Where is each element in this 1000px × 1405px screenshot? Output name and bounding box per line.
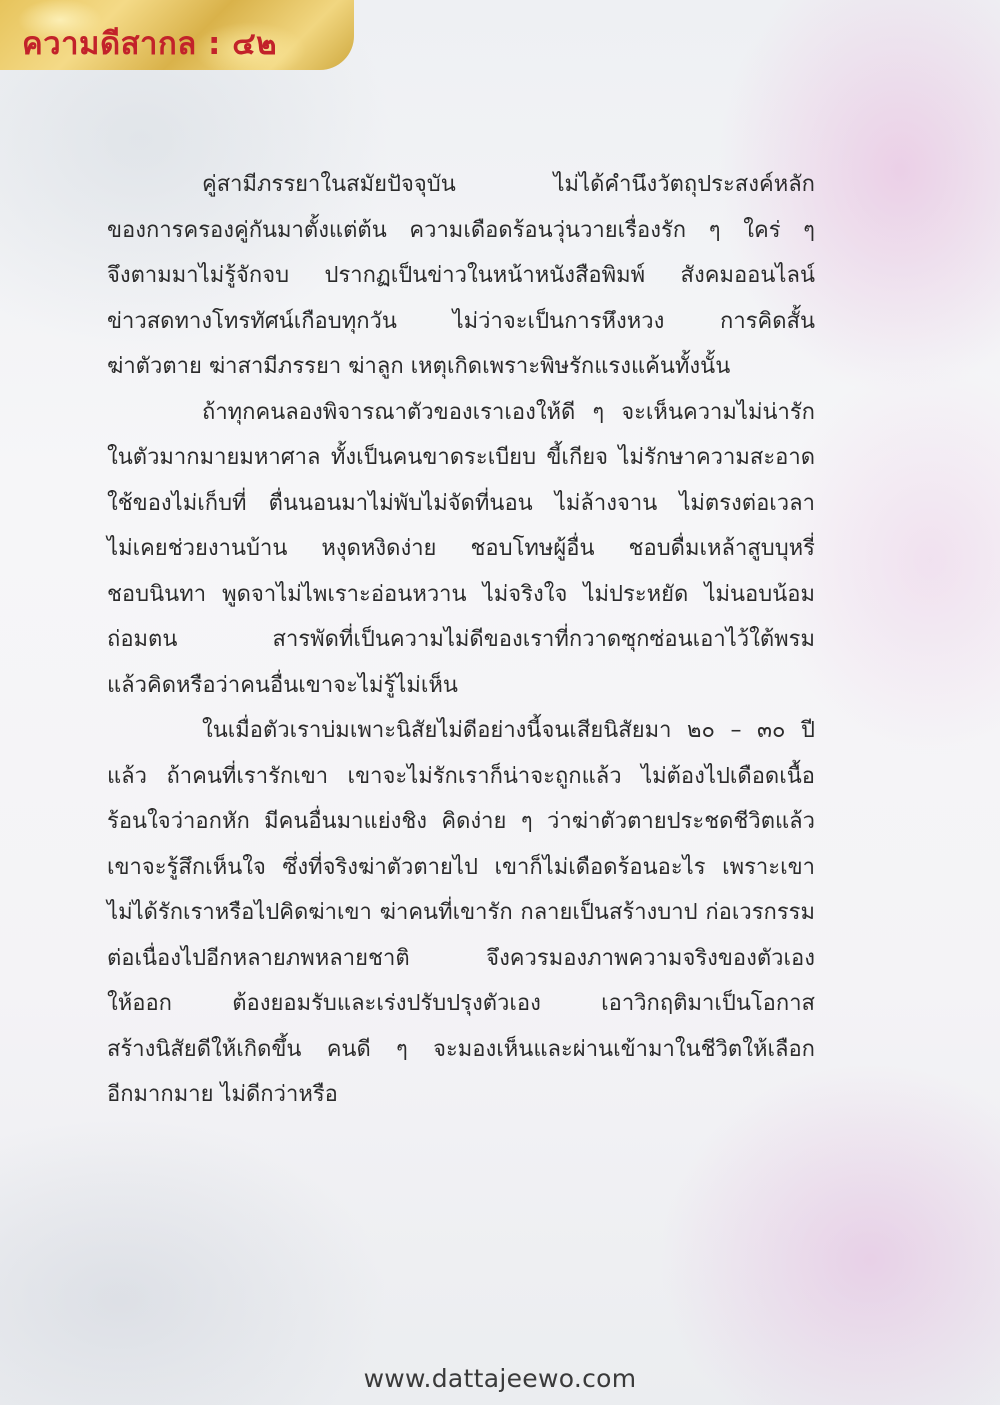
website-url: www.dattajeewo.com [363, 1364, 637, 1393]
text-line: ในเมื่อตัวเราบ่มเพาะนิสัยไม่ดีอย่างนี้จนเสียนิสัยมา ๒๐ – ๓๐ ปี [202, 718, 815, 743]
paragraph-3 [107, 708, 815, 1118]
paragraph-1 [107, 162, 815, 390]
article-body [107, 162, 815, 1118]
text-line: ให้ออก ต้องยอมรับและเร่งปรับปรุงตัวเอง เอาวิกฤติมาเป็นโอกาส [107, 991, 815, 1016]
text-line: ต่อเนื่องไปอีกหลายภพหลายชาติ จึงควรมองภาพความจริงของตัวเอง [107, 945, 815, 971]
text-line: แล้ว ถ้าคนที่เรารักเขา เขาจะไม่รักเราก็น่าจะถูกแล้ว ไม่ต้องไปเดือดเนื้อ [107, 763, 815, 789]
text-line: ร้อนใจว่าอกหัก มีคนอื่นมาแย่งชิง คิดง่าย ๆ ว่าฆ่าตัวตายประชดชีวิตแล้ว [107, 809, 815, 834]
text-line: อีกมากมาย ไม่ดีกว่าหรือ [107, 1082, 338, 1107]
text-line: ในตัวมากมายมหาศาล ทั้งเป็นคนขาดระเบียบ ขี้เกียจ ไม่รักษาความสะอาด [107, 445, 815, 470]
text-line: ของการครองคู่กันมาตั้งแต่ต้น ความเดือดร้อนวุ่นวายเรื่องรัก ๆ ใคร่ ๆ [107, 217, 815, 243]
text-line: ถ่อมตน สารพัดที่เป็นความไม่ดีของเราที่กวาดซุกซ่อนเอาไว้ใต้พรม [107, 627, 815, 652]
text-line: คู่สามีภรรยาในสมัยปัจจุบัน ไม่ได้คำนึงวัตถุประสงค์หลัก [202, 172, 815, 197]
text-line: ข่าวสดทางโทรทัศน์เกือบทุกวัน ไม่ว่าจะเป็นการหึงหวง การคิดสั้น [107, 308, 815, 334]
text-line: ฆ่าตัวตาย ฆ่าสามีภรรยา ฆ่าลูก เหตุเกิดเพราะพิษรักแรงแค้นทั้งนั้น [107, 354, 731, 379]
text-line: ชอบนินทา พูดจาไม่ไพเราะอ่อนหวาน ไม่จริงใจ ไม่ประหยัด ไม่นอบน้อม [107, 581, 815, 607]
header-tab [0, 0, 354, 70]
text-line: ถ้าทุกคนลองพิจารณาตัวของเราเองให้ดี ๆ จะเห็นความไม่น่ารัก [202, 399, 815, 425]
text-line: ไม่เคยช่วยงานบ้าน หงุดหงิดง่าย ชอบโทษผู้อื่น ชอบดื่มเหล้าสูบบุหรี่ [107, 536, 815, 561]
text-line: เขาจะรู้สึกเห็นใจ ซึ่งที่จริงฆ่าตัวตายไป เขาก็ไม่เดือดร้อนอะไร เพราะเขา [107, 854, 815, 880]
text-line: แล้วคิดหรือว่าคนอื่นเขาจะไม่รู้ไม่เห็น [107, 672, 458, 698]
text-line: ใช้ของไม่เก็บที่ ตื่นนอนมาไม่พับไม่จัดที่นอน ไม่ล้างจาน ไม่ตรงต่อเวลา [107, 490, 815, 516]
text-line: สร้างนิสัยดีให้เกิดขึ้น คนดี ๆ จะมองเห็นและผ่านเข้ามาในชีวิตให้เลือก [107, 1036, 815, 1062]
text-line: ไม่ได้รักเราหรือไปคิดฆ่าเขา ฆ่าคนที่เขารัก กลายเป็นสร้างบาป ก่อเวรกรรม [107, 900, 815, 925]
text-line: จึงตามมาไม่รู้จักจบ ปรากฏเป็นข่าวในหน้าหนังสือพิมพ์ สังคมออนไลน์ [107, 263, 815, 288]
page-title: ความดีสากล : ๔๒ [22, 26, 278, 62]
paragraph-2 [107, 390, 815, 709]
